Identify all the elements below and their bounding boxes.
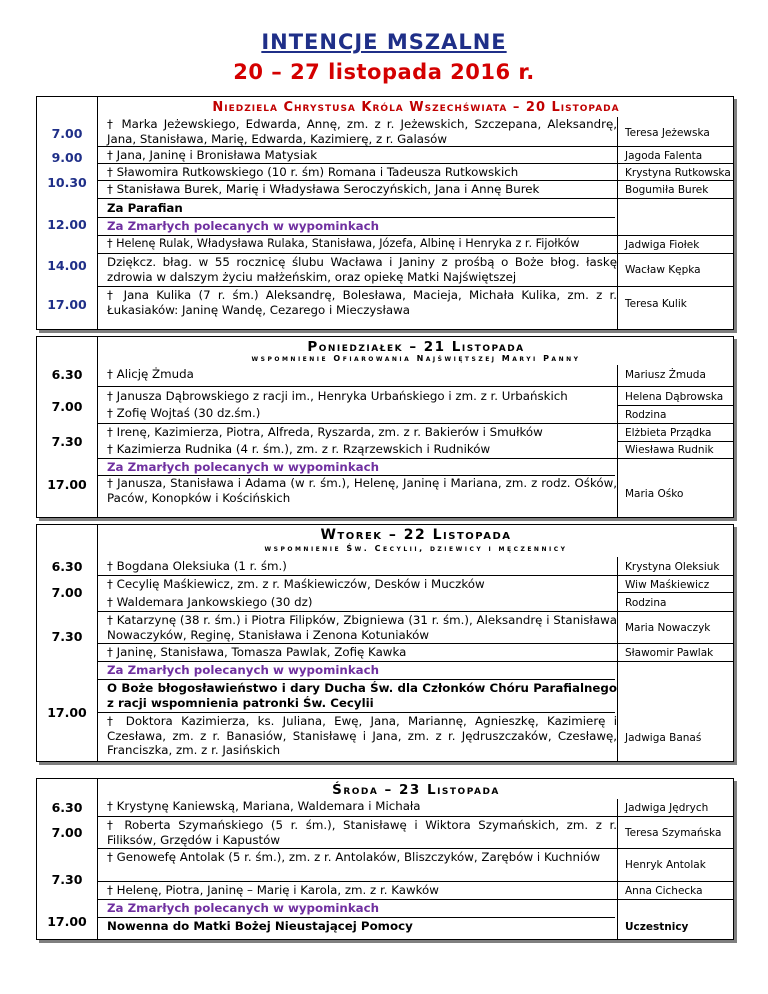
- intention-text: Za Parafian: [107, 201, 183, 215]
- intention-text: Za Zmarłych polecanych w wypominkach: [107, 901, 380, 915]
- day-subheading: wspomnienie Ofiarowania Najświętszej Maryi Panny: [251, 354, 581, 363]
- intention-text: † Janusza Dąbrowskiego z racji im., Henryka Urbańskiego i zm. z r. Urbańskich: [107, 389, 568, 403]
- requester-name: Uczestnicy: [625, 921, 689, 933]
- requester-name: Teresa Szymańska: [625, 827, 722, 839]
- intention-text: † Helenę Rulak, Władysława Rulaka, Stanisława, Józefa, Albinę i Henryka z r. Fijołków: [107, 237, 580, 250]
- intention-text: † Krystynę Kaniewską, Mariana, Waldemara i Michała: [107, 799, 421, 813]
- requester-name: Anna Cichecka: [625, 885, 703, 897]
- intention-text: Nowenna do Matki Bożej Nieustającej Pomocy: [107, 919, 413, 933]
- intention-text: † Genowefę Antolak (5 r. śm.), zm. z r. Antolaków, Bliszczyków, Zarębów i Kuchniów: [107, 850, 601, 864]
- intention-text: Za Zmarłych polecanych w wypominkach: [107, 460, 380, 474]
- requester-name: Rodzina: [625, 409, 667, 421]
- mass-time: 7.00: [51, 126, 83, 141]
- intention-text: † Sławomira Rutkowskiego (10 r. śm) Romana i Tadeusza Rutkowskich: [107, 165, 519, 179]
- requester-name: Mariusz Żmuda: [625, 369, 706, 381]
- requester-name: Bogumiła Burek: [625, 184, 709, 196]
- intention-text: Dziękcz. błag. w 55 rocznicę ślubu Wacława i Janiny z prośbą o Boże błog. łaskę zdrowia w dalszym życiu małżeńskim, oraz opiekę Matki Najświętszej: [107, 255, 617, 284]
- day-heading: Wtorek – 22 Listopada: [320, 527, 512, 543]
- mass-time: 12.00: [47, 217, 87, 232]
- day-heading: Niedziela Chrystusa Króla Wszechświata – 20 Listopada: [212, 100, 620, 115]
- mass-time: 7.00: [51, 825, 83, 840]
- intention-text: † Helenę, Piotra, Janinę – Marię i Karola, zm. z r. Kawków: [107, 883, 439, 897]
- intention-text: † Kazimierza Rudnika (4 r. śm.), zm. z r. Rząrzewskich i Rudników: [107, 442, 491, 456]
- intention-text: † Marka Jeżewskiego, Edwarda, Annę, zm. z r. Jeżewskich, Szczepana, Aleksandrę, Jana, Stanisława, Marię, Edwarda, Kazimierę, z r. Galasów: [107, 117, 617, 146]
- mass-time: 14.00: [47, 258, 87, 273]
- day-heading: Środa – 23 Listopada: [332, 782, 500, 798]
- mass-time: 17.00: [47, 705, 87, 720]
- intention-text: † Jana, Janinę i Bronisława Matysiak: [107, 148, 318, 162]
- day-block-sunday: [36, 96, 734, 330]
- intention-text: † Katarzynę (38 r. śm.) i Piotra Filipków, Zbigniewa (31 r. śm.), Aleksandrę i Stanisława Nowaczyków, Reginę, Stanisława i Zenona Kotuniaków: [107, 613, 617, 642]
- intention-text: † Janinę, Stanisława, Tomasza Pawlak, Zofię Kawka: [107, 645, 407, 659]
- mass-time: 6.30: [51, 367, 83, 382]
- mass-time: 7.30: [51, 872, 83, 887]
- requester-name: Wiesława Rudnik: [625, 444, 714, 456]
- requester-name: Teresa Jeżewska: [625, 127, 710, 139]
- intention-text: † Janusza, Stanisława i Adama (w r. śm.), Helenę, Janinę i Mariana, zm. z rodz. Ośków, Paców, Konopków i Kościńskich: [107, 476, 617, 505]
- requester-name: Helena Dąbrowska: [625, 391, 724, 403]
- day-block-wednesday: [36, 778, 734, 940]
- mass-time: 17.00: [47, 477, 87, 492]
- mass-time: 9.00: [51, 150, 83, 165]
- requester-name: Henryk Antolak: [625, 859, 706, 871]
- intention-text: † Zofię Wojtaś (30 dz.śm.): [107, 406, 261, 420]
- mass-time: 10.30: [47, 175, 87, 190]
- intention-text: O Boże błogosławieństwo i dary Ducha Św. dla Członków Chóru Parafialnego z racji wspomnienia patronki Św. Cecylii: [107, 681, 617, 710]
- mass-time: 7.30: [51, 629, 83, 644]
- intention-text: † Cecylię Maśkiewicz, zm. z r. Maśkiewiczów, Desków i Muczków: [107, 577, 485, 591]
- requester-name: Wiw Maśkiewicz: [625, 579, 710, 591]
- requester-name: Rodzina: [625, 597, 667, 609]
- mass-time: 7.30: [51, 434, 83, 449]
- requester-name: Sławomir Pawlak: [625, 647, 714, 659]
- day-heading: Poniedziałek – 21 Listopada: [307, 339, 525, 355]
- mass-time: 6.30: [51, 559, 83, 574]
- mass-time: 7.00: [51, 399, 83, 414]
- day-block-monday: [36, 336, 734, 518]
- mass-time: 6.30: [51, 800, 83, 815]
- intention-text: Za Zmarłych polecanych w wypominkach: [107, 219, 380, 233]
- requester-name: Jadwiga Fiołek: [625, 239, 700, 251]
- intention-text: † Alicję Żmuda: [107, 367, 194, 381]
- day-subheading: wspomnienie Św. Cecylii, dziewicy i męczennicy: [264, 544, 568, 553]
- requester-name: Jadwiga Banaś: [625, 732, 702, 744]
- requester-name: Krystyna Oleksiuk: [625, 561, 720, 573]
- intention-text: † Jana Kulika (7 r. śm.) Aleksandrę, Bolesława, Macieja, Michała Kulika, zm. z r. Łukasiaków: Janinę Wandę, Cezarego i Mieczysława: [107, 288, 617, 317]
- intention-text: † Doktora Kazimierza, ks. Juliana, Ewę, Jana, Mariannę, Agnieszkę, Kazimierę i Czesława, zm. z r. Banasiów, Stanisławę i Jana, zm. z r. Jędruszczaków, Czesławę, Franciszka, zm. z r. Jasińskich: [107, 714, 617, 757]
- requester-name: Elżbieta Prządka: [625, 427, 712, 439]
- requester-name: Teresa Kulik: [625, 298, 687, 310]
- requester-name: Krystyna Rutkowska: [625, 167, 731, 179]
- intention-text: Za Zmarłych polecanych w wypominkach: [107, 663, 380, 677]
- mass-time: 17.00: [47, 914, 87, 929]
- date-range: 20 – 27 listopada 2016 r.: [233, 60, 535, 84]
- requester-name: Maria Ośko: [625, 488, 684, 500]
- intention-text: † Bogdana Oleksiuka (1 r. śm.): [107, 559, 287, 573]
- day-block-tuesday: [36, 524, 734, 762]
- intention-text: † Irenę, Kazimierza, Piotra, Alfreda, Ryszarda, zm. z r. Bakierów i Smułków: [107, 425, 543, 439]
- requester-name: Wacław Kępka: [625, 264, 701, 276]
- requester-name: Maria Nowaczyk: [625, 622, 711, 634]
- intention-text: † Roberta Szymańskiego (5 r. śm.), Stanisławę i Wiktora Szymańskich, zm. z r. Filiksów, Grzędów i Kapustów: [107, 818, 617, 847]
- page-title: INTENCJE MSZALNE: [261, 30, 507, 54]
- requester-name: Jagoda Falenta: [625, 150, 703, 162]
- mass-time: 7.00: [51, 585, 83, 600]
- intention-text: † Waldemara Jankowskiego (30 dz): [107, 595, 313, 609]
- intention-text: † Stanisława Burek, Marię i Władysława Seroczyńskich, Jana i Annę Burek: [107, 182, 540, 196]
- mass-time: 17.00: [47, 297, 87, 312]
- requester-name: Jadwiga Jędrych: [625, 802, 709, 814]
